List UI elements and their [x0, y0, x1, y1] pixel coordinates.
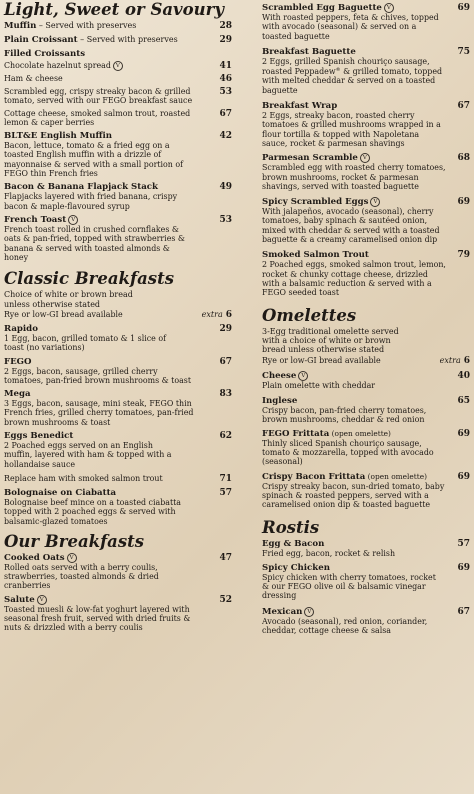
- desc-part: 2 Eggs, grilled Spanish chouriço sausage, roasted Peppadew: [262, 56, 430, 77]
- item-desc: Rolled oats served with a berry coulis, strawberries, toasted almonds & dried cranberries: [4, 562, 159, 591]
- item-name: Rye or low-GI bread available: [4, 309, 123, 319]
- section-title-rostis: Rostis: [262, 518, 320, 538]
- item-price: 79: [457, 250, 470, 261]
- menu-item-inglese: [262, 396, 470, 425]
- item-price: 68: [457, 153, 470, 164]
- item-desc: Bacon, lettuce, tomato & a fried egg on a toasted English muffin with a drizzle of mayonnaise & served with a small portion of FEGO thin French fries: [4, 141, 184, 179]
- item-name: Eggs Benedict: [4, 431, 74, 442]
- item-name: Spicy Scrambled Eggs: [262, 197, 369, 208]
- menu-item-spicy-eggs: [262, 197, 470, 244]
- item-price: 69: [457, 3, 470, 13]
- item-price: 52: [219, 594, 232, 605]
- item-name: Crispy Bacon Frittata: [262, 471, 366, 482]
- extra-label: extra: [201, 309, 223, 319]
- item-name: Ham & cheese: [4, 74, 63, 83]
- right-column: [262, 0, 470, 635]
- item-desc: Spicy chicken with cherry tomatoes, rocket & our FEGO olive oil & balsamic vinegar dressing: [262, 572, 436, 601]
- vegetarian-icon: V: [370, 197, 380, 207]
- item-price: 47: [219, 552, 232, 563]
- vegetarian-icon: V: [304, 607, 314, 617]
- menu-item-croissant: [4, 35, 232, 45]
- item-name: Cooked Oats: [4, 552, 65, 563]
- item-desc: 1 Egg, bacon, grilled tomato & 1 slice of toast (no variations): [4, 333, 167, 353]
- vegetarian-icon: V: [68, 215, 78, 225]
- item-sub: (open omelette): [329, 428, 391, 438]
- item-name: French Toast: [4, 214, 67, 225]
- item-price: 69: [457, 562, 470, 573]
- menu-item-salute: [4, 595, 232, 633]
- item-name: Parmesan Scramble: [262, 153, 358, 164]
- item-price: 53: [219, 214, 232, 225]
- item-price: 67: [219, 108, 232, 119]
- item-desc: With roasted peppers, feta & chives, topped with avocado (seasonal) & served on a toasted baguette: [262, 13, 439, 41]
- item-price: 65: [457, 396, 470, 407]
- item-price: 49: [219, 182, 232, 193]
- item-price: 83: [219, 389, 232, 400]
- item-price: 6: [225, 309, 232, 320]
- item-desc: French toast rolled in crushed cornflakes & oats & pan-fried, topped with strawberries & banana & served with toasted almonds & honey: [4, 224, 185, 262]
- menu-item-blte: [4, 131, 232, 178]
- section-title-ours: Our Breakfasts: [4, 531, 145, 551]
- item-desc: Scrambled egg with roasted cherry tomatoes, brown mushrooms, rocket & parmesan shavings, served with toasted baguette: [262, 163, 446, 191]
- menu-item-oats: [4, 553, 232, 591]
- item-name: Inglese: [262, 396, 298, 407]
- item-name: Bolognaise on Ciabatta: [4, 487, 117, 498]
- item-price: 71: [219, 473, 232, 484]
- item-name: Egg & Bacon: [262, 539, 325, 550]
- item-name: Spicy Chicken: [262, 562, 330, 573]
- item-name: Cottage cheese, smoked salmon trout, roasted lemon & caper berries: [4, 108, 191, 127]
- item-desc: With jalapeños, avocado (seasonal), cherry tomatoes, baby spinach & sautéed onion, mixed with cheddar & served with a toasted baguette & a creamy caramelised onion dip: [262, 207, 440, 245]
- item-price: 67: [457, 606, 470, 617]
- section-title-classic: Classic Breakfasts: [4, 269, 174, 289]
- item-price: 42: [219, 131, 232, 142]
- section-title-omelettes: Omelettes: [262, 305, 357, 325]
- menu-item-smoked-salmon: [262, 250, 470, 297]
- rye-option: [4, 310, 232, 320]
- item-price: 6: [463, 355, 470, 366]
- item-name: Rye or low-GI bread available: [262, 355, 381, 365]
- item-sub: (open omelette): [365, 471, 427, 481]
- item-price: 67: [219, 356, 232, 367]
- menu-item-breakfast-baguette: [262, 47, 470, 95]
- item-desc: [262, 57, 447, 95]
- menu-item-mexican: [262, 607, 470, 636]
- registered-mark: ®: [335, 67, 341, 74]
- item-desc: 2 Eggs, streaky bacon, roasted cherry tomatoes & grilled mushrooms wrapped in a flour tortilla & topped with Napoletana sauce, rocket & parmesan shavings: [262, 111, 441, 148]
- menu-item-wrap: [262, 101, 470, 148]
- left-column: [4, 0, 232, 633]
- item-desc: Avocado (seasonal), red onion, coriander, cheddar, cottage cheese & salsa: [262, 616, 428, 635]
- item-desc: – Served with preserves: [77, 35, 178, 44]
- item-desc: 3 Eggs, bacon, sausage, mini steak, FEGO thin French fries, grilled cherry tomatoes, pan-fried brown mushrooms & toast: [4, 399, 194, 427]
- item-desc: – Served with preserves: [36, 21, 137, 30]
- item-desc: Fried egg, bacon, rocket & relish: [262, 549, 396, 559]
- item-price: 53: [219, 87, 232, 97]
- item-desc: Crispy bacon, pan-fried cherry tomatoes, brown mushrooms, cheddar & red onion: [262, 406, 427, 425]
- menu-item-fego: [4, 357, 232, 386]
- menu-item-french-toast: [4, 215, 232, 262]
- menu-item-cheese: [262, 371, 470, 390]
- menu-item-crispy-frittata: [262, 472, 470, 510]
- item-name: Mega: [4, 389, 31, 400]
- desc-part: & grilled tomato, topped with melted cheddar & served on a toasted baguette: [262, 67, 443, 95]
- menu-item-fego-frittata: [262, 429, 470, 467]
- filled-croissants: [4, 49, 232, 127]
- item-price: 28: [219, 21, 232, 31]
- item-price: 46: [219, 74, 232, 84]
- item-price: 57: [219, 487, 232, 498]
- item-name: Rapido: [4, 323, 38, 334]
- menu-item-flapjack: [4, 182, 232, 211]
- vegetarian-icon: V: [67, 553, 77, 563]
- item-name: Salute: [4, 594, 35, 605]
- item-price: 57: [457, 539, 470, 550]
- item-price: 40: [457, 370, 470, 381]
- vegetarian-icon: V: [298, 371, 308, 381]
- vegetarian-icon: V: [37, 595, 47, 605]
- item-price: 62: [219, 431, 232, 442]
- item-desc: 2 Poached eggs, smoked salmon trout, lemon, rocket & chunky cottage cheese, drizzled with a balsamic reduction & served with a FEGO seeded toast: [262, 260, 446, 298]
- menu-item-egg-bacon: [262, 539, 470, 558]
- item-name: Scrambled egg, crispy streaky bacon & grilled tomato, served with our FEGO breakfast sauce: [4, 87, 193, 106]
- item-price: 29: [219, 35, 232, 45]
- menu-item-muffin: [4, 21, 232, 31]
- menu-item-rapido: [4, 324, 232, 353]
- rye-option: [262, 356, 470, 366]
- item-desc: Flapjacks layered with fried banana, crispy bacon & maple-flavoured syrup: [4, 192, 178, 211]
- menu-item-benedict: [4, 431, 232, 469]
- item-desc: Plain omelette with cheddar: [262, 380, 376, 390]
- item-name: Mexican: [262, 606, 303, 617]
- menu-item-bolognaise: [4, 488, 232, 526]
- item-desc: 2 Eggs, bacon, sausage, grilled cherry tomatoes, pan-fried brown mushrooms & toast: [4, 366, 192, 385]
- item-name: Cheese: [262, 370, 297, 381]
- section-intro: 3-Egg traditional omelette served with a choice of white or brown bread unless otherwise stated: [262, 326, 399, 355]
- item-price: 75: [457, 46, 470, 57]
- item-desc: 2 Poached eggs served on an English muffin, layered with ham & topped with a hollandaise sauce: [4, 441, 172, 469]
- menu-item-mega: [4, 389, 232, 427]
- item-heading: Filled Croissants: [4, 49, 86, 59]
- menu-item-egg-baguette: [262, 3, 470, 41]
- item-price: 41: [219, 61, 232, 71]
- item-name: Breakfast Wrap: [262, 101, 338, 112]
- vegetarian-icon: V: [360, 153, 370, 163]
- item-desc: Crispy streaky bacon, sun-dried tomato, baby spinach & roasted peppers, served with a caramelised onion dip & toasted baguette: [262, 481, 445, 510]
- item-price: 69: [457, 197, 470, 208]
- item-name: Breakfast Baguette: [262, 46, 356, 57]
- section-title-light: Light, Sweet or Savoury: [4, 0, 224, 19]
- item-name: Replace ham with smoked salmon trout: [4, 473, 163, 483]
- extra-label: extra: [439, 355, 461, 365]
- item-name: BLT&E English Muffin: [4, 131, 113, 142]
- item-price: 69: [457, 471, 470, 482]
- item-desc: Thinly sliced Spanish chouriço sausage, tomato & mozzarella, topped with avocado (seasonal): [262, 438, 434, 467]
- item-name: Scrambled Egg Baguette: [262, 3, 382, 13]
- item-price: 29: [219, 323, 232, 334]
- vegetarian-icon: V: [384, 3, 394, 13]
- item-desc: Bolognaise beef mince on a toasted ciabatta topped with 2 poached eggs & served with balsamic-glazed tomatoes: [4, 497, 181, 526]
- item-price: 67: [457, 101, 470, 112]
- vegetarian-icon: V: [113, 61, 123, 71]
- menu-item-spicy-chicken: [262, 563, 470, 601]
- item-name: Chocolate hazelnut spread: [4, 61, 111, 70]
- section-intro: Choice of white or brown bread unless otherwise stated: [4, 290, 133, 309]
- item-name: Smoked Salmon Trout: [262, 250, 369, 261]
- item-desc: Toasted muesli & low-fat yoghurt layered with seasonal fresh fruit, served with dried fruits & nuts & drizzled with a berry coulis: [4, 604, 191, 633]
- item-name: FEGO Frittata: [262, 428, 330, 439]
- menu-item-replace: [4, 474, 232, 484]
- item-name: Plain Croissant: [4, 35, 78, 45]
- item-name: Muffin: [4, 21, 37, 31]
- item-price: 69: [457, 428, 470, 439]
- item-name: FEGO: [4, 356, 32, 367]
- item-name: Bacon & Banana Flapjack Stack: [4, 182, 158, 193]
- menu-item-parmesan: [262, 153, 470, 191]
